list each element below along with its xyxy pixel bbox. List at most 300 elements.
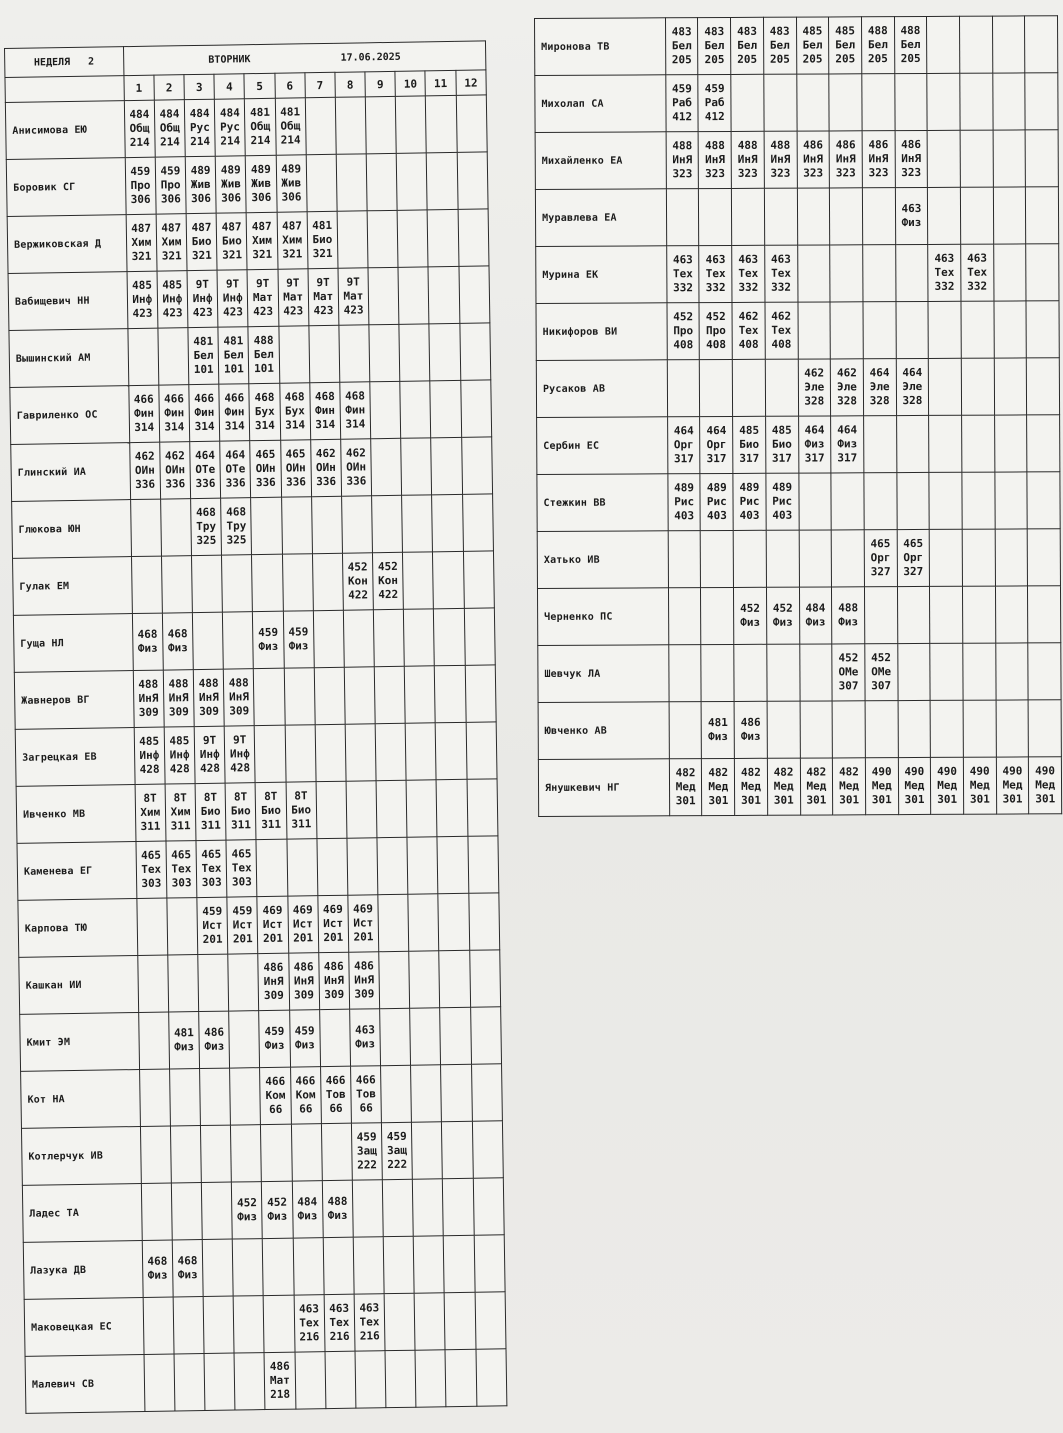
group-code: 464 bbox=[195, 448, 216, 463]
group-code: 468 bbox=[344, 389, 366, 403]
teacher-row bbox=[13, 608, 495, 673]
teacher-row bbox=[535, 16, 1058, 76]
subject-code: ИнЯ bbox=[323, 973, 345, 988]
lesson-cell bbox=[832, 644, 865, 701]
room-number: 205 bbox=[802, 52, 823, 66]
teacher-name: Вержиковская Д bbox=[7, 215, 127, 274]
lesson-cell bbox=[402, 495, 433, 552]
lesson-cell bbox=[993, 244, 1026, 301]
lesson-cell bbox=[400, 381, 431, 438]
subject-code: Ист bbox=[232, 918, 253, 932]
lesson-cell bbox=[154, 100, 185, 157]
lesson-cell bbox=[444, 1235, 475, 1292]
lesson-cell bbox=[158, 328, 189, 385]
subject-code: Тех bbox=[934, 265, 955, 279]
lesson-cell bbox=[930, 700, 963, 757]
group-code: 486 bbox=[868, 138, 889, 152]
room-number: 336 bbox=[195, 476, 216, 491]
lesson-cell bbox=[830, 245, 863, 302]
teacher-row bbox=[537, 529, 1060, 589]
period-number: 7 bbox=[305, 72, 336, 97]
group-code: 466 bbox=[224, 391, 245, 405]
lesson-cell bbox=[310, 439, 341, 496]
lesson-cell bbox=[992, 73, 1025, 130]
group-code: 483 bbox=[704, 25, 725, 39]
lesson-cell bbox=[414, 1293, 445, 1350]
lesson-cell bbox=[732, 188, 765, 245]
lesson-cell bbox=[231, 1125, 262, 1182]
lesson-cell bbox=[308, 268, 339, 325]
period-number: 4 bbox=[214, 74, 245, 99]
subject-code: ИнЯ bbox=[263, 974, 284, 989]
lesson-cell bbox=[219, 384, 250, 441]
lesson-cell bbox=[995, 529, 1028, 586]
teacher-name: Стежкин ВВ bbox=[537, 474, 668, 532]
lesson-cell bbox=[159, 385, 190, 442]
group-code: 489 bbox=[220, 163, 241, 177]
group-code: 462 bbox=[836, 366, 857, 380]
lesson-cell bbox=[732, 359, 765, 416]
subject-code: Общ bbox=[129, 121, 150, 136]
room-number: 336 bbox=[225, 476, 246, 490]
lesson-cell bbox=[135, 784, 166, 841]
lesson-cell bbox=[313, 610, 344, 667]
lesson-cell bbox=[162, 613, 193, 670]
room-number: 403 bbox=[706, 508, 727, 523]
lesson-cell bbox=[412, 1122, 443, 1179]
subject-code: Хим bbox=[161, 235, 182, 249]
subject-code: Мат bbox=[343, 289, 364, 303]
lesson-cell bbox=[305, 97, 336, 154]
lesson-cell bbox=[896, 415, 929, 472]
subject-code: Тру bbox=[226, 519, 247, 533]
room-number: 201 bbox=[353, 930, 374, 944]
lesson-cell bbox=[126, 214, 157, 271]
lesson-cell bbox=[666, 132, 699, 189]
subject-code: Бел bbox=[867, 38, 888, 52]
lesson-cell bbox=[832, 701, 865, 758]
group-code: 483 bbox=[737, 24, 758, 38]
lesson-cell bbox=[167, 898, 198, 955]
lesson-cell bbox=[349, 952, 380, 1009]
subject-code: Эле bbox=[836, 380, 857, 394]
lesson-cell bbox=[701, 530, 734, 587]
group-code: 9Т bbox=[225, 277, 240, 291]
lesson-cell bbox=[796, 17, 829, 74]
subject-code: Тех bbox=[299, 1316, 320, 1330]
lesson-cell bbox=[476, 1349, 507, 1406]
lesson-cell bbox=[963, 700, 996, 757]
room-number: 101 bbox=[253, 361, 275, 376]
group-code: 489 bbox=[250, 162, 271, 177]
subject-code: Хим bbox=[140, 805, 161, 819]
group-code: 485 bbox=[802, 24, 823, 38]
group-code: 487 bbox=[251, 219, 272, 234]
teacher-name: Гулак ЕМ bbox=[13, 557, 133, 616]
lesson-cell bbox=[134, 727, 165, 784]
room-number: 309 bbox=[263, 988, 284, 1003]
group-code: 452 bbox=[267, 1195, 288, 1210]
group-code: 482 bbox=[675, 766, 696, 780]
subject-code: Раб bbox=[672, 96, 693, 110]
room-number: 214 bbox=[129, 135, 150, 150]
lesson-cell bbox=[797, 131, 830, 188]
subject-code: Био bbox=[771, 437, 792, 451]
lesson-cell bbox=[797, 188, 830, 245]
lesson-cell bbox=[278, 269, 309, 326]
lesson-cell bbox=[224, 669, 255, 726]
room-number: 214 bbox=[159, 135, 180, 149]
group-code: 488 bbox=[838, 601, 859, 615]
lesson-cell bbox=[765, 245, 798, 302]
lesson-cell bbox=[895, 244, 928, 301]
room-number: 408 bbox=[673, 338, 694, 352]
teacher-row bbox=[24, 1292, 506, 1357]
lesson-cell bbox=[247, 212, 278, 269]
group-code: 486 bbox=[353, 959, 374, 973]
lesson-cell bbox=[344, 667, 375, 724]
lesson-cell bbox=[471, 1064, 502, 1121]
teacher-row bbox=[23, 1235, 505, 1300]
group-code: 9Т bbox=[202, 733, 217, 747]
period-number: 9 bbox=[365, 71, 396, 96]
lesson-cell bbox=[195, 783, 226, 840]
lesson-cell bbox=[733, 473, 766, 530]
room-number: 309 bbox=[294, 988, 315, 1002]
teacher-row bbox=[538, 757, 1061, 817]
room-number: 201 bbox=[293, 931, 314, 945]
lesson-cell bbox=[413, 1236, 444, 1293]
period-number: 2 bbox=[154, 75, 185, 100]
right-schedule-body bbox=[535, 16, 1062, 817]
lesson-cell bbox=[468, 836, 499, 893]
lesson-cell bbox=[927, 73, 960, 130]
room-number: 311 bbox=[170, 819, 191, 833]
subject-code: Жив bbox=[281, 176, 302, 190]
subject-code: Тов bbox=[325, 1087, 346, 1102]
group-code: 466 bbox=[194, 391, 215, 406]
period-number: 5 bbox=[244, 73, 275, 98]
teacher-name: Глюкова ЮН bbox=[12, 500, 132, 559]
lesson-cell bbox=[963, 643, 996, 700]
lesson-cell bbox=[896, 472, 929, 529]
teacher-name: Лазука ДВ bbox=[23, 1240, 143, 1299]
lesson-cell bbox=[376, 780, 407, 837]
lesson-cell bbox=[282, 554, 313, 611]
lesson-cell bbox=[184, 99, 215, 156]
teacher-row bbox=[536, 301, 1059, 361]
lesson-cell bbox=[138, 1012, 169, 1069]
subject-code: Физ bbox=[147, 1268, 168, 1282]
group-code: 466 bbox=[295, 1074, 316, 1088]
room-number: 301 bbox=[904, 792, 925, 807]
lesson-cell bbox=[227, 897, 258, 954]
lesson-cell bbox=[995, 472, 1028, 529]
subject-code: Защ bbox=[386, 1143, 408, 1158]
lesson-cell bbox=[465, 665, 496, 722]
subject-code: Инф bbox=[199, 747, 220, 762]
subject-code: ИнЯ bbox=[672, 153, 693, 167]
lesson-cell bbox=[931, 757, 964, 814]
lesson-cell bbox=[279, 383, 310, 440]
lesson-cell bbox=[961, 301, 994, 358]
lesson-cell bbox=[368, 267, 399, 324]
lesson-cell bbox=[797, 245, 830, 302]
teacher-row bbox=[14, 665, 496, 730]
group-code: 468 bbox=[167, 627, 188, 641]
lesson-cell bbox=[348, 895, 379, 952]
lesson-cell bbox=[1025, 73, 1058, 130]
subject-code: Ист bbox=[202, 918, 223, 932]
lesson-cell bbox=[252, 554, 283, 611]
teacher-row bbox=[537, 586, 1060, 646]
lesson-cell bbox=[137, 898, 168, 955]
subject-code: Хим bbox=[251, 233, 273, 248]
subject-code: ИнЯ bbox=[803, 152, 824, 166]
lesson-cell bbox=[475, 1292, 506, 1349]
period-corner-cell bbox=[5, 76, 124, 103]
lesson-cell bbox=[699, 302, 732, 359]
teacher-row bbox=[16, 779, 498, 844]
subject-code: ИнЯ bbox=[901, 151, 922, 166]
teacher-row bbox=[8, 266, 490, 331]
group-code: 459 bbox=[704, 82, 725, 96]
lesson-cell bbox=[445, 1292, 476, 1349]
teacher-name: Шевчук ЛА bbox=[538, 645, 669, 703]
teacher-row bbox=[7, 209, 489, 274]
group-code: 469 bbox=[262, 903, 283, 918]
lesson-cell bbox=[373, 609, 404, 666]
subject-code: ИнЯ bbox=[168, 691, 189, 705]
lesson-cell bbox=[232, 1239, 263, 1296]
lesson-cell bbox=[306, 154, 337, 211]
lesson-cell bbox=[464, 608, 495, 665]
lesson-cell bbox=[339, 325, 370, 382]
lesson-cell bbox=[275, 98, 306, 155]
subject-code: Физ bbox=[708, 729, 729, 744]
group-code: 484 bbox=[159, 107, 180, 121]
room-number: 332 bbox=[738, 280, 759, 294]
room-number: 314 bbox=[285, 418, 306, 432]
room-number: 303 bbox=[231, 875, 252, 889]
lesson-cell bbox=[731, 131, 764, 188]
date-label: 17.06.2025 bbox=[340, 51, 401, 64]
group-code: 464 bbox=[902, 365, 923, 380]
group-code: 462 bbox=[738, 309, 759, 323]
room-number: 201 bbox=[262, 931, 284, 946]
lesson-cell bbox=[665, 18, 698, 75]
lesson-cell bbox=[734, 644, 767, 701]
lesson-cell bbox=[864, 587, 897, 644]
lesson-cell bbox=[137, 955, 168, 1012]
room-number: 321 bbox=[252, 247, 273, 262]
subject-code: Мед bbox=[969, 778, 990, 792]
lesson-cell bbox=[765, 416, 798, 473]
lesson-cell bbox=[960, 130, 993, 187]
lesson-cell bbox=[413, 1179, 444, 1236]
lesson-cell bbox=[929, 415, 962, 472]
subject-code: Бел bbox=[900, 37, 921, 52]
group-code: 459 bbox=[160, 164, 181, 178]
lesson-cell bbox=[667, 417, 700, 474]
subject-code: Физ bbox=[294, 1038, 315, 1052]
room-number: 428 bbox=[230, 761, 251, 775]
lesson-cell bbox=[767, 701, 800, 758]
teacher-name: Мурина ЕК bbox=[536, 246, 667, 304]
room-number: 222 bbox=[357, 1158, 378, 1172]
room-number: 428 bbox=[199, 761, 221, 776]
lesson-cell bbox=[962, 586, 995, 643]
lesson-cell bbox=[382, 1122, 413, 1179]
lesson-cell bbox=[443, 1178, 474, 1235]
lesson-cell bbox=[191, 498, 222, 555]
lesson-cell bbox=[315, 724, 346, 781]
teacher-name: Загрецкая ЕВ bbox=[15, 728, 135, 787]
lesson-cell bbox=[895, 130, 928, 187]
lesson-cell bbox=[142, 1240, 173, 1297]
teacher-name: Муравлева ЕА bbox=[535, 189, 666, 247]
lesson-cell bbox=[276, 155, 307, 212]
lesson-cell bbox=[234, 1353, 265, 1410]
room-number: 336 bbox=[255, 475, 276, 490]
room-number: 323 bbox=[868, 166, 889, 180]
subject-code: Бел bbox=[802, 38, 823, 52]
group-code: 465 bbox=[171, 848, 192, 862]
lesson-cell bbox=[458, 209, 489, 266]
room-number: 403 bbox=[674, 509, 695, 523]
lesson-cell bbox=[436, 779, 467, 836]
lesson-cell bbox=[468, 893, 499, 950]
lesson-cell bbox=[404, 609, 435, 666]
room-number: 328 bbox=[902, 393, 923, 408]
group-code: 482 bbox=[806, 765, 827, 779]
lesson-cell bbox=[168, 955, 199, 1012]
subject-code: Мед bbox=[904, 778, 925, 793]
room-number: 309 bbox=[354, 987, 375, 1001]
subject-code: Мед bbox=[871, 779, 892, 793]
subject-code: Рис bbox=[706, 494, 727, 509]
group-code: 490 bbox=[1035, 764, 1056, 778]
lesson-cell bbox=[220, 441, 251, 498]
lesson-cell bbox=[187, 270, 218, 327]
lesson-cell bbox=[291, 1124, 322, 1181]
lesson-cell bbox=[396, 96, 427, 153]
group-code: 8Т bbox=[173, 791, 187, 805]
lesson-cell bbox=[346, 781, 377, 838]
subject-code: Орг bbox=[870, 551, 891, 565]
lesson-cell bbox=[222, 555, 253, 612]
period-number: 12 bbox=[456, 70, 487, 95]
teacher-name: Михайленко ЕА bbox=[535, 132, 666, 190]
lesson-cell bbox=[188, 327, 219, 384]
lesson-cell bbox=[407, 837, 438, 894]
lesson-cell bbox=[470, 1007, 501, 1064]
lesson-cell bbox=[347, 838, 378, 895]
subject-code: ИнЯ bbox=[198, 690, 219, 705]
room-number: 205 bbox=[769, 52, 790, 66]
subject-code: ИнЯ bbox=[228, 690, 250, 704]
subject-code: Ист bbox=[353, 916, 374, 930]
group-code: 484 bbox=[189, 106, 210, 121]
week-number: 2 bbox=[88, 56, 95, 68]
teacher-row bbox=[538, 643, 1061, 703]
group-code: 452 bbox=[740, 601, 761, 615]
teacher-name: Жавнеров ВГ bbox=[14, 671, 134, 730]
room-number: 314 bbox=[134, 420, 155, 434]
lesson-cell bbox=[397, 210, 428, 267]
room-number: 403 bbox=[739, 508, 760, 522]
lesson-cell bbox=[129, 442, 160, 499]
lesson-cell bbox=[382, 1179, 413, 1236]
group-code: 482 bbox=[773, 765, 794, 779]
lesson-cell bbox=[463, 551, 494, 608]
teacher-row bbox=[25, 1349, 507, 1414]
group-code: 487 bbox=[221, 220, 242, 234]
group-code: 9Т bbox=[195, 277, 210, 292]
lesson-cell bbox=[264, 1352, 295, 1409]
subject-code: Физ bbox=[258, 639, 279, 654]
group-code: 8Т bbox=[264, 789, 278, 804]
lesson-cell bbox=[702, 701, 735, 758]
room-number: 66 bbox=[359, 1101, 373, 1115]
subject-code: Инф bbox=[229, 747, 250, 761]
room-number: 301 bbox=[675, 794, 696, 808]
lesson-cell bbox=[460, 380, 491, 437]
lesson-cell bbox=[798, 473, 831, 530]
lesson-cell bbox=[165, 784, 196, 841]
lesson-cell bbox=[928, 187, 961, 244]
subject-code: Тру bbox=[196, 519, 217, 534]
lesson-cell bbox=[246, 155, 277, 212]
lesson-cell bbox=[144, 1354, 175, 1411]
lesson-cell bbox=[366, 153, 397, 210]
lesson-cell bbox=[960, 187, 993, 244]
teacher-row bbox=[535, 130, 1058, 190]
lesson-cell bbox=[431, 437, 462, 494]
lesson-cell bbox=[702, 758, 735, 815]
room-number: 214 bbox=[250, 133, 271, 148]
lesson-cell bbox=[258, 953, 289, 1010]
subject-code: Мед bbox=[708, 779, 729, 794]
group-code: 465 bbox=[255, 447, 276, 462]
room-number: 222 bbox=[387, 1157, 408, 1172]
room-number: 216 bbox=[329, 1329, 350, 1344]
group-code: 489 bbox=[281, 162, 302, 176]
lesson-cell bbox=[223, 612, 254, 669]
lesson-cell bbox=[1027, 529, 1060, 586]
lesson-cell bbox=[131, 556, 162, 613]
group-code: 481 bbox=[249, 105, 271, 120]
lesson-cell bbox=[668, 474, 701, 531]
lesson-cell bbox=[963, 757, 996, 814]
group-code: 463 bbox=[354, 1023, 375, 1037]
lesson-cell bbox=[438, 893, 469, 950]
subject-code: ОИн bbox=[165, 463, 186, 477]
group-code: 468 bbox=[147, 1254, 168, 1268]
group-code: 459 bbox=[264, 1024, 285, 1039]
lesson-cell bbox=[896, 301, 929, 358]
group-code: 466 bbox=[355, 1073, 376, 1087]
room-number: 214 bbox=[190, 134, 211, 149]
lesson-cell bbox=[224, 726, 255, 783]
lesson-cell bbox=[260, 1067, 291, 1124]
room-number: 423 bbox=[132, 306, 153, 321]
room-number: 336 bbox=[135, 477, 156, 491]
subject-code: ОИн bbox=[255, 461, 276, 476]
room-number: 301 bbox=[871, 793, 892, 807]
group-code: 464 bbox=[869, 366, 890, 380]
lesson-cell bbox=[865, 758, 898, 815]
